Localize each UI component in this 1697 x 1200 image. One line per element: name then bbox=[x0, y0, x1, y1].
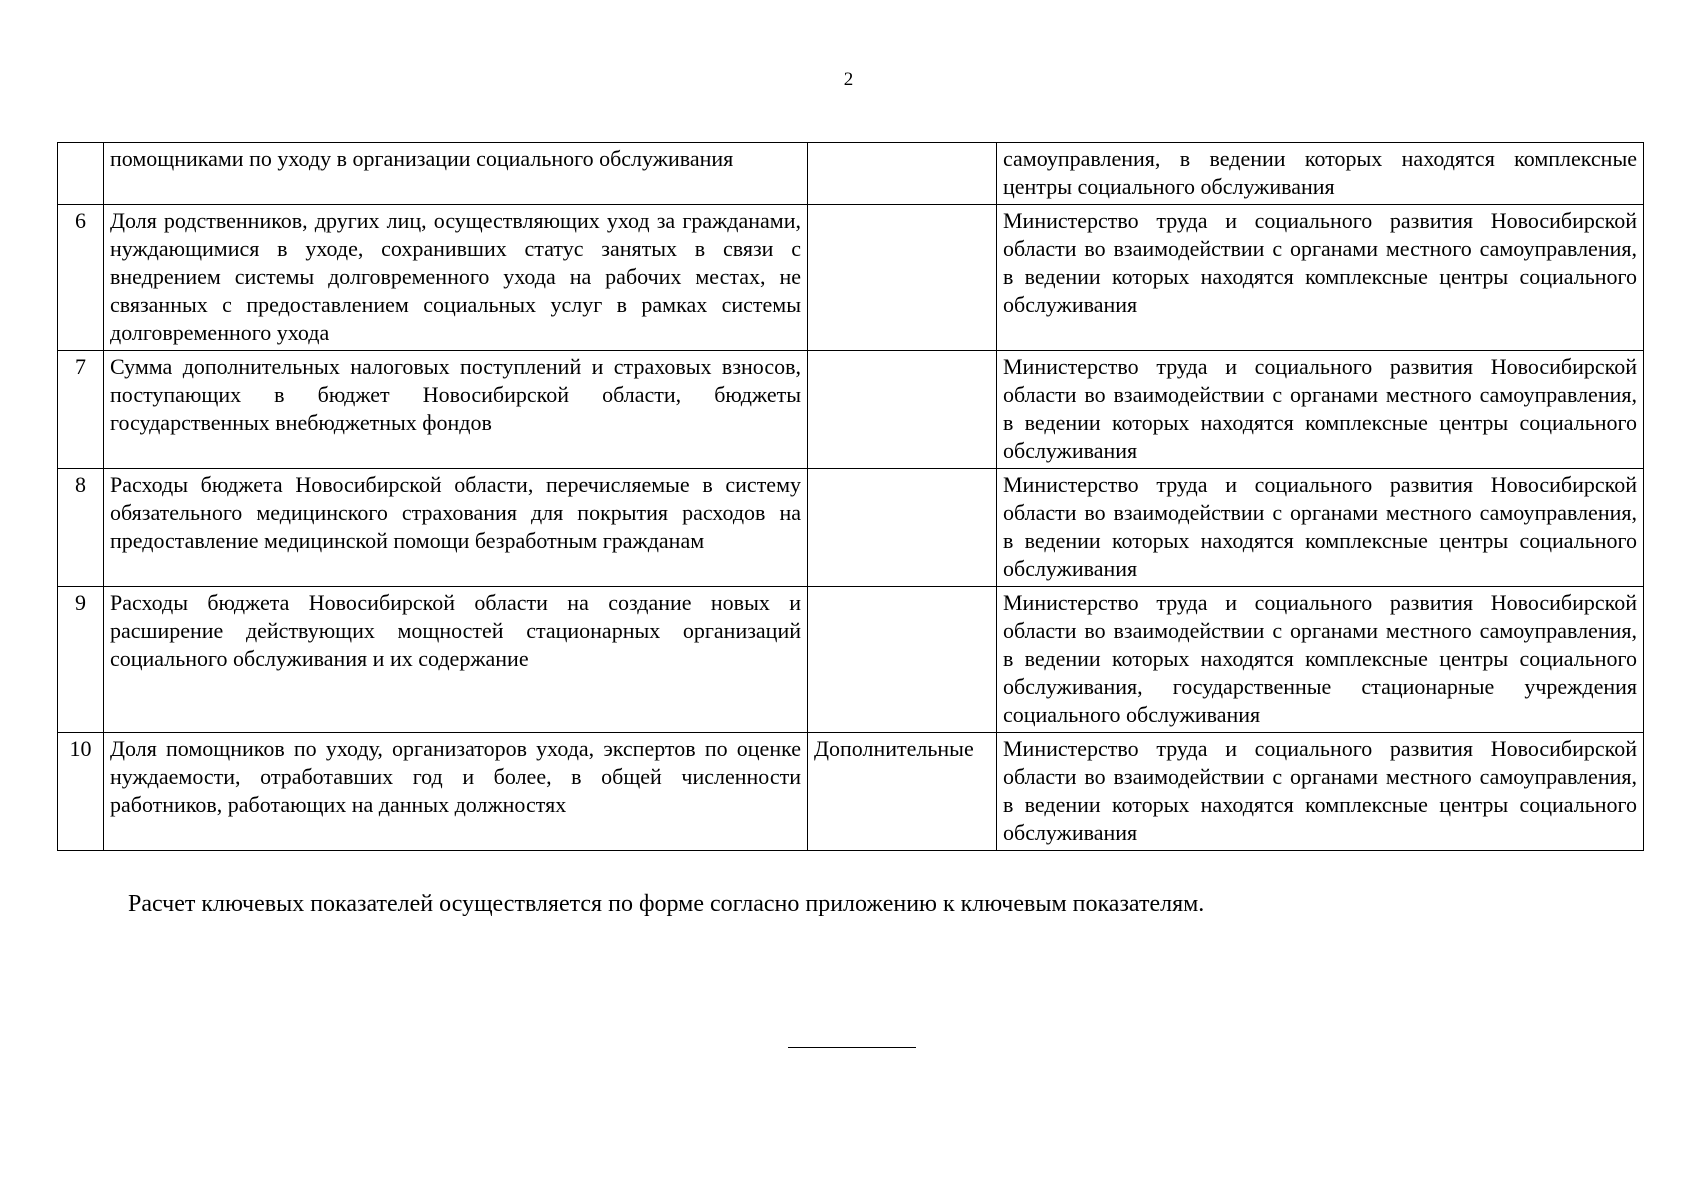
indicator-name: Сумма дополнительных налоговых поступлений и страховых взносов, поступающих в бюджет Новосибирской области, бюджеты государственных внебюджетных фондов bbox=[104, 351, 808, 469]
indicator-name: Расходы бюджета Новосибирской области на создание новых и расширение действующих мощностей стационарных организаций социального обслуживания и их содержание bbox=[104, 587, 808, 733]
indicator-type bbox=[808, 587, 997, 733]
indicator-name: Доля помощников по уходу, организаторов ухода, экспертов по оценке нуждаемости, отработавших год и более, в общей численности работников, работающих на данных должностях bbox=[104, 733, 808, 851]
table-row bbox=[58, 351, 1644, 469]
table-row bbox=[58, 143, 1644, 205]
indicator-type bbox=[808, 205, 997, 351]
table-row bbox=[58, 733, 1644, 851]
page-number: 2 bbox=[843, 69, 854, 90]
row-number: 10 bbox=[58, 733, 104, 851]
indicators-table bbox=[57, 142, 1644, 851]
row-number: 7 bbox=[58, 351, 104, 469]
responsible-party: Министерство труда и социального развития Новосибирской области во взаимодействии с органами местного самоуправления, в ведении которых находятся комплексные центры социального обслуживания bbox=[997, 351, 1644, 469]
indicator-type bbox=[808, 469, 997, 587]
row-number: 9 bbox=[58, 587, 104, 733]
responsible-party: Министерство труда и социального развития Новосибирской области во взаимодействии с органами местного самоуправления, в ведении которых находятся комплексные центры социального обслуживания bbox=[997, 469, 1644, 587]
table-row bbox=[58, 469, 1644, 587]
table-row bbox=[58, 205, 1644, 351]
row-number bbox=[58, 143, 104, 205]
row-number: 6 bbox=[58, 205, 104, 351]
indicator-name: помощниками по уходу в организации социального обслуживания bbox=[104, 143, 808, 205]
end-divider-line bbox=[788, 1047, 916, 1048]
responsible-party: Министерство труда и социального развития Новосибирской области во взаимодействии с органами местного самоуправления, в ведении которых находятся комплексные центры социального обслуживания bbox=[997, 733, 1644, 851]
indicator-type bbox=[808, 351, 997, 469]
responsible-party: самоуправления, в ведении которых находятся комплексные центры социального обслуживания bbox=[997, 143, 1644, 205]
footer-note: Расчет ключевых показателей осуществляется по форме согласно приложению к ключевым показателям. bbox=[128, 891, 1205, 917]
responsible-party: Министерство труда и социального развития Новосибирской области во взаимодействии с органами местного самоуправления, в ведении которых находятся комплексные центры социального обслуживания bbox=[997, 205, 1644, 351]
table-row bbox=[58, 587, 1644, 733]
responsible-party: Министерство труда и социального развития Новосибирской области во взаимодействии с органами местного самоуправления, в ведении которых находятся комплексные центры социального обслуживания, государственные стационарные учреждения социального обслуживания bbox=[997, 587, 1644, 733]
indicator-name: Расходы бюджета Новосибирской области, перечисляемые в систему обязательного медицинского страхования для покрытия расходов на предоставление медицинской помощи безработным гражданам bbox=[104, 469, 808, 587]
indicator-name: Доля родственников, других лиц, осуществляющих уход за гражданами, нуждающимися в уходе, сохранивших статус занятых в связи с внедрением системы долговременного ухода на рабочих местах, не связанных с предоставлением социальных услуг в рамках системы долговременного ухода bbox=[104, 205, 808, 351]
indicator-type: Дополнительные bbox=[808, 733, 997, 851]
indicator-type bbox=[808, 143, 997, 205]
row-number: 8 bbox=[58, 469, 104, 587]
